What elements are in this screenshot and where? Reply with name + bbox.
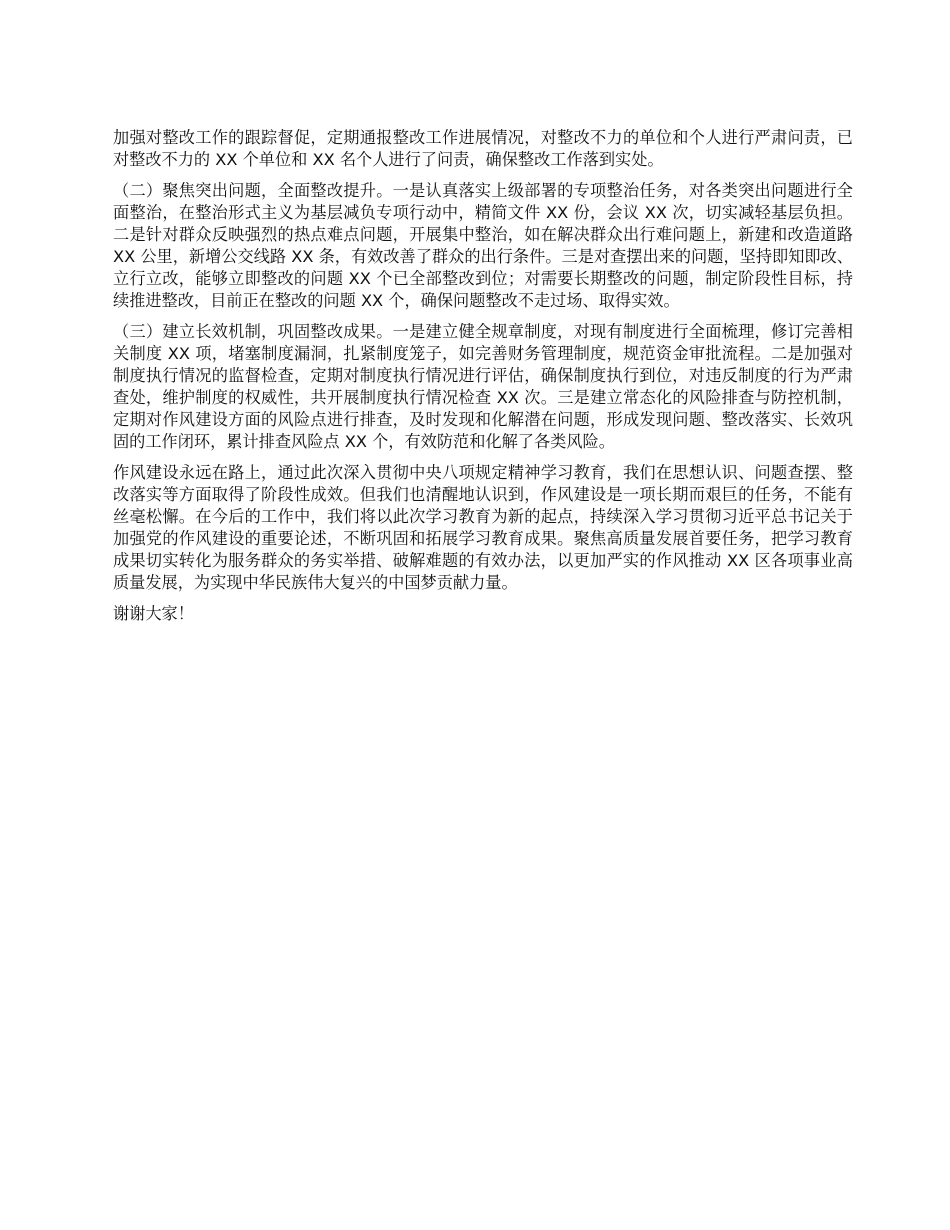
- document-body: [113, 127, 853, 634]
- paragraph-section-two: （二）聚焦突出问题，全面整改提升。一是认真落实上级部署的专项整治任务，对各类突出问题进行全面整治，在整治形式主义为基层减负专项行动中，精简文件 XX 份，会议 XX 次，切实减轻基层负担。二是针对群众反映强烈的热点难点问题，开展集中整治，如在解决群众出行难问题上，新建和改造道路 XX 公里，新增公交线路 XX 条，有效改善了群众的出行条件。三是对查摆出来的问题，坚持即知即改、立行立改，能够立即整改的问题 XX 个已全部整改到位；对需要长期整改的问题，制定阶段性目标，持续推进整改，目前正在整改的问题 XX 个，确保问题整改不走过场、取得实效。: [113, 181, 853, 310]
- paragraph-accountability: 加强对整改工作的跟踪督促，定期通报整改工作进展情况，对整改不力的单位和个人进行严肃问责，已对整改不力的 XX 个单位和 XX 名个人进行了问责，确保整改工作落到实处。: [113, 128, 853, 169]
- paragraph-conclusion: 作风建设永远在路上，通过此次深入贯彻中央八项规定精神学习教育，我们在思想认识、问题查摆、整改落实等方面取得了阶段性成效。但我们也清醒地认识到，作风建设是一项长期而艰巨的任务，不能有丝毫松懈。在今后的工作中，我们将以此次学习教育为新的起点，持续深入学习贯彻习近平总书记关于加强党的作风建设的重要论述，不断巩固和拓展学习教育成果。聚焦高质量发展首要任务，把学习教育成果切实转化为服务群众的务实举措、破解难题的有效办法，以更加严实的作风推动 XX 区各项事业高质量发展，为实现中华民族伟大复兴的中国梦贡献力量。: [113, 463, 853, 592]
- paragraph-section-three: （三）建立长效机制，巩固整改成果。一是建立健全规章制度，对现有制度进行全面梳理，修订完善相关制度 XX 项，堵塞制度漏洞，扎紧制度笼子，如完善财务管理制度，规范资金审批流程。二是加强对制度执行情况的监督检查，定期对制度执行情况进行评估，确保制度执行到位，对违反制度的行为严肃查处，维护制度的权威性，共开展制度执行情况检查 XX 次。三是建立常态化的风险排查与防控机制，定期对作风建设方面的风险点进行排查，及时发现和化解潜在问题，形成发现问题、整改落实、长效巩固的工作闭环，累计排查风险点 XX 个，有效防范和化解了各类风险。: [113, 322, 853, 451]
- paragraph-thanks: 谢谢大家！: [113, 604, 194, 623]
